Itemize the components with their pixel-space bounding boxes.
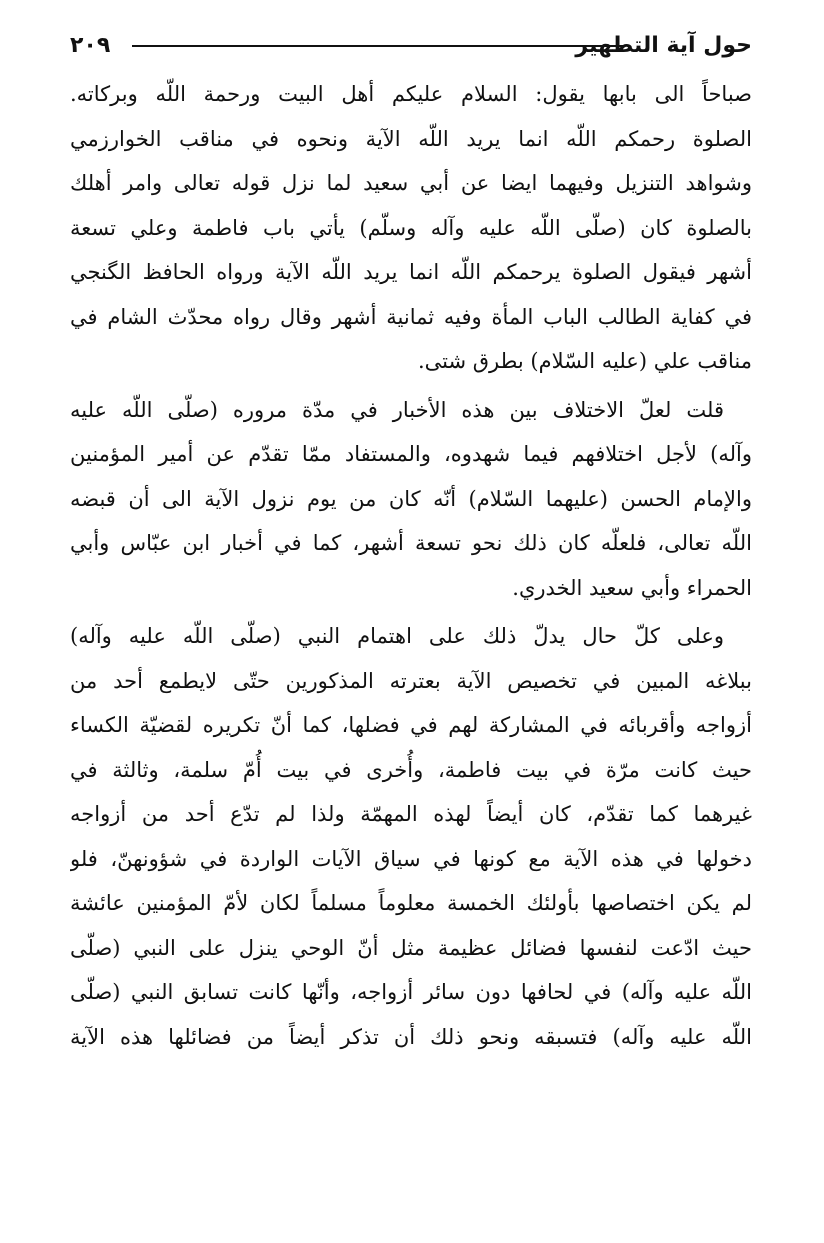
text-line: والإمام الحسن (عليهما السّلام) أنّه كان من يوم نزول الآية الى أن قبضه bbox=[70, 486, 752, 511]
text-line: مناقب علي (عليه السّلام) بطرق شتى. bbox=[417, 349, 752, 373]
text-line: أشهر فيقول الصلوة يرحمكم اللّه انما يريد اللّه الآية ورواه الحافظ الگنجي bbox=[70, 260, 752, 284]
paragraph bbox=[70, 72, 752, 384]
text-line: أزواجه وأقربائه في المشاركة لهم في فضلها، كما أنّ تكريره لقضيّة الكساء bbox=[70, 713, 752, 737]
text-line: حيث كانت مرّة في بيت فاطمة، وأُخرى في بيت أُمّ سلمة، وثالثة في bbox=[70, 757, 752, 782]
paragraph bbox=[70, 388, 752, 611]
text-line: اللّه عليه وآله) فتسبقه ونحو ذلك أن تذكر أيضاً من فضائلها هذه الآية bbox=[70, 1024, 752, 1049]
header-rule bbox=[132, 45, 624, 47]
text-line: غيرهما كما تقدّم، كان أيضاً لهذه المهمّة ولذا لم تدّع أحد من أزواجه bbox=[70, 802, 752, 826]
text-line: في كفاية الطالب الباب المأة وفيه ثمانية أشهر وقال رواه محدّث الشام في bbox=[70, 304, 752, 329]
text-line: دخولها في هذه الآية مع كونها في سياق الآيات الواردة في شؤونهنّ، فلو bbox=[70, 846, 752, 871]
text-line: وعلى كلّ حال يدلّ ذلك على اهتمام النبي (صلّى اللّه عليه وآله) bbox=[70, 624, 724, 648]
page-header bbox=[70, 30, 752, 64]
paragraph bbox=[70, 614, 752, 1059]
text-line: حيث ادّعت لنفسها فضائل عظيمة مثل أنّ الوحي ينزل على النبي (صلّى bbox=[70, 935, 752, 960]
text-line: اللّه عليه وآله) في لحافها دون سائر أزواجه، وأنّها كانت تسابق النبي (صلّى bbox=[70, 980, 752, 1004]
text-line: ببلاغه المبين في تخصيص الآية بعترته المذكورين حتّى لايطمع أحد من bbox=[70, 668, 752, 693]
text-line: صباحاً الى بابها يقول: السلام عليكم أهل البيت ورحمة اللّه وبركاته. bbox=[70, 82, 752, 106]
running-title: حول آية التطهير bbox=[575, 33, 752, 58]
body-text bbox=[70, 72, 752, 1059]
text-line: بالصلوة كان (صلّى اللّه عليه وآله وسلّم) يأتي باب فاطمة وعلي تسعة bbox=[70, 215, 752, 240]
text-line: وآله) لأجل اختلافهم فيما شهدوه، والمستفاد ممّا تقدّم عن أمير المؤمنين bbox=[70, 442, 752, 466]
text-line: وشواهد التنزيل وفيهما ايضا عن أبي سعيد لما نزل قوله تعالى وامر أهلك bbox=[70, 171, 752, 195]
text-line: اللّه تعالى، فلعلّه كان ذلك نحو تسعة أشهر، كما في أخبار ابن عبّاس وأبي bbox=[70, 531, 752, 555]
text-line: قلت لعلّ الاختلاف بين هذه الأخبار في مدّة مروره (صلّى اللّه عليه bbox=[70, 397, 724, 422]
text-line: الصلوة رحمكم اللّه انما يريد اللّه الآية ونحوه في مناقب الخوارزمي bbox=[70, 126, 752, 151]
text-line: الحمراء وأبي سعيد الخدري. bbox=[512, 575, 752, 600]
text-line: لم يكن اختصاصها بأولئك الخمسة معلوماً مسلماً لكان لأمّ المؤمنين عائشة bbox=[70, 891, 752, 915]
page-number: ٢٠٩ bbox=[70, 33, 111, 58]
